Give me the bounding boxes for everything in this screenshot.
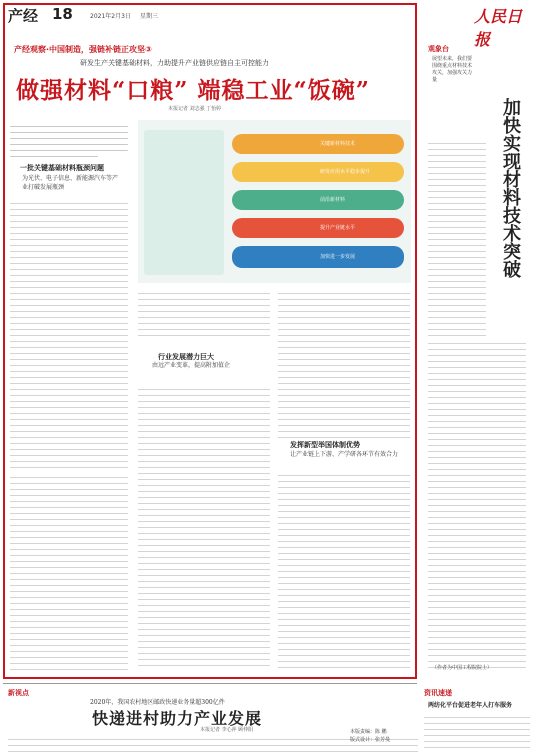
- footer-editor: 本版责编：陈 鹏: [350, 729, 387, 735]
- infographic-bar-3: 前沿新材料: [232, 190, 404, 210]
- right-column-body: [278, 288, 410, 440]
- bottom-divider: [3, 683, 417, 684]
- bottom-headline: 快递进村助力产业发展: [92, 709, 263, 728]
- side-head: 一批关键基础材料瓶颈问题: [20, 164, 104, 172]
- infographic-bar-2: 研发应用水平稳步提升: [232, 162, 404, 182]
- right-column-body-2: [278, 470, 410, 670]
- right-head: 发挥新型举国体制优势: [290, 441, 360, 449]
- footer-design: 版式设计：张芳曼: [350, 737, 391, 743]
- infographic-bar-5: 加快进一步发展: [232, 246, 404, 268]
- bottom-tag: 新视点: [8, 689, 29, 697]
- sidebar-body-2: [428, 338, 526, 668]
- far-right-inner-body: [10, 472, 128, 670]
- br-body: [424, 712, 530, 752]
- side-sub: 为光伏、电子信息、新能源汽车等产业打破发展瓶颈: [22, 175, 119, 191]
- masthead-logo: 人民日报: [474, 7, 523, 49]
- mid-head: 行业发展潜力巨大: [158, 353, 214, 361]
- br-headline: 两纺化平台促进老年人打车服务: [428, 702, 513, 709]
- sidebar-note: （作者为中国工程院院士）: [432, 665, 493, 671]
- mid-column-body-2: [138, 384, 270, 669]
- br-tag: 资讯速递: [424, 689, 452, 697]
- section-name: 产经: [8, 7, 39, 25]
- infographic-bar-1: 关键新材料技术: [232, 134, 404, 154]
- right-sub: 让产业链上下游、产学研各环节有效合力: [290, 451, 399, 458]
- sidebar-tag: 观象台: [428, 45, 449, 53]
- article-headline: 做强材料“口粮” 端稳工业“饭碗”: [16, 77, 370, 104]
- bottom-byline: 本报记者 李心萍 顾仲阳: [200, 727, 254, 733]
- infographic-bar-4: 提升产业链水平: [232, 218, 404, 238]
- article-byline: 本报记者 刘志强 丁怡婷: [168, 106, 222, 112]
- mid-sub: 由远产业变革，提高附加值企: [152, 362, 231, 369]
- issue-date: 2021年2月3日: [90, 13, 131, 20]
- infographic: [138, 120, 411, 283]
- article-subtitle: 研发生产关键基础材料，力助提升产业链供应链自主可控能力: [80, 59, 269, 67]
- infographic-left-panel: [144, 130, 224, 275]
- sidebar-title: 加快实现材料技术突破: [500, 98, 521, 278]
- page-number: 18: [52, 5, 73, 23]
- issue-weekday: 星期三: [140, 13, 159, 20]
- sidebar: [424, 38, 530, 678]
- left-column-lead: [10, 120, 128, 162]
- bottom-subtitle: 2020年，我国农村地区邮政快递业务量超300亿件: [90, 699, 225, 706]
- sidebar-intro: 展望未来，我们要围绕重点材料技术攻关，加强攻关力量: [432, 56, 473, 83]
- left-column-body: [10, 198, 128, 468]
- column-tag: 产经观察·中国制造，强链补链正攻坚③: [14, 45, 152, 54]
- mid-column-body: [138, 288, 270, 340]
